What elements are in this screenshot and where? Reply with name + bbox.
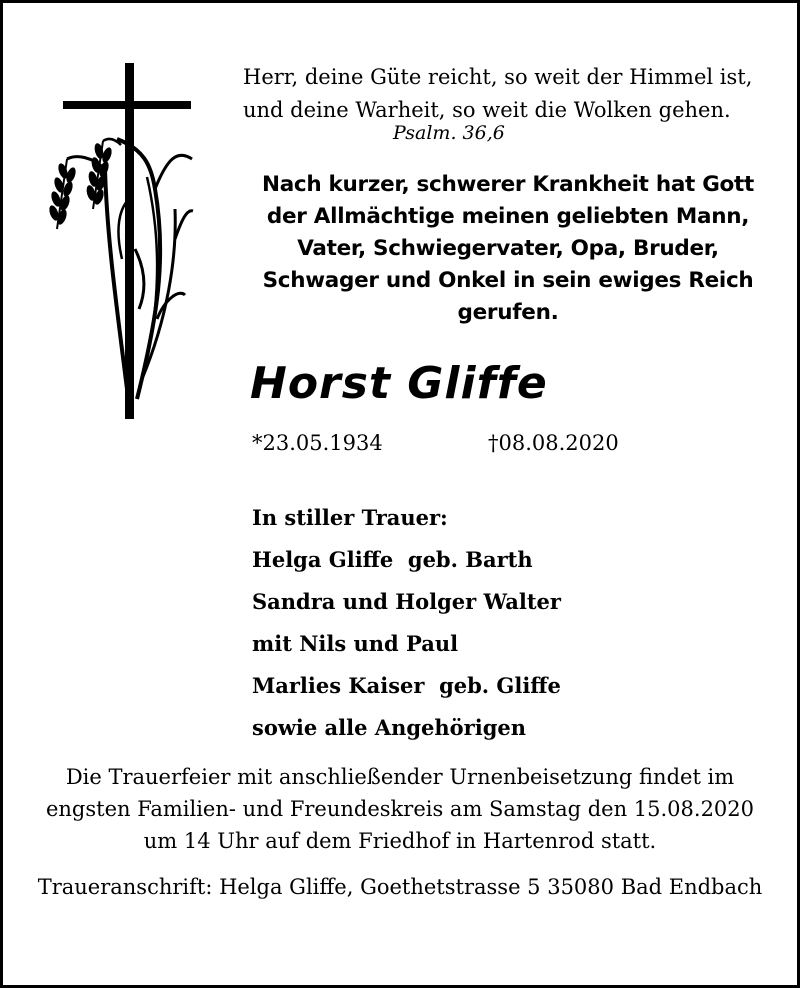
mourner-entry: sowie alle Angehörigen [252,715,527,740]
mourner-entry: Marlies Kaiser geb. Gliffe [252,673,561,698]
psalm-verse-line: und deine Warheit, so weit die Wolken gehen. [243,98,731,122]
announcement-line: der Allmächtige meinen geliebten Mann, [266,204,750,229]
funeral-details [3,761,797,857]
funeral-details-line: Die Trauerfeier mit anschließender Urnenbeisetzung findet im [65,765,735,789]
psalm-reference: Psalm. 36,6 [393,122,505,144]
mourners-list [252,499,561,751]
mourner-entry: mit Nils und Paul [252,631,459,656]
mourners-heading: In stiller Trauer: [252,505,448,530]
mourner-entry: Sandra und Holger Walter [252,589,561,614]
announcement-line: Vater, Schwiegervater, Opa, Bruder, [297,236,719,261]
funeral-details-line: um 14 Uhr auf dem Friedhof in Hartenrod statt. [143,829,657,853]
death-date: †08.08.2020 [488,431,619,455]
deceased-name: Horst Gliffe [250,358,548,409]
cross-with-wheat-icon [47,59,197,421]
death-announcement [253,169,763,329]
announcement-line: gerufen. [457,300,559,325]
announcement-line: Schwager und Onkel in sein ewiges Reich [262,268,754,293]
mourning-address: Traueranschrift: Helga Gliffe, Goethetstrasse 5 35080 Bad Endbach [37,875,763,899]
funeral-details-line: engsten Familien- und Freundeskreis am Samstag den 15.08.2020 [45,797,755,821]
mourner-entry: Helga Gliffe geb. Barth [252,547,533,572]
psalm-verse [243,61,752,127]
birth-date: *23.05.1934 [252,431,383,455]
announcement-line: Nach kurzer, schwerer Krankheit hat Gott [262,172,754,197]
psalm-verse-line: Herr, deine Güte reicht, so weit der Himmel ist, [243,65,753,89]
